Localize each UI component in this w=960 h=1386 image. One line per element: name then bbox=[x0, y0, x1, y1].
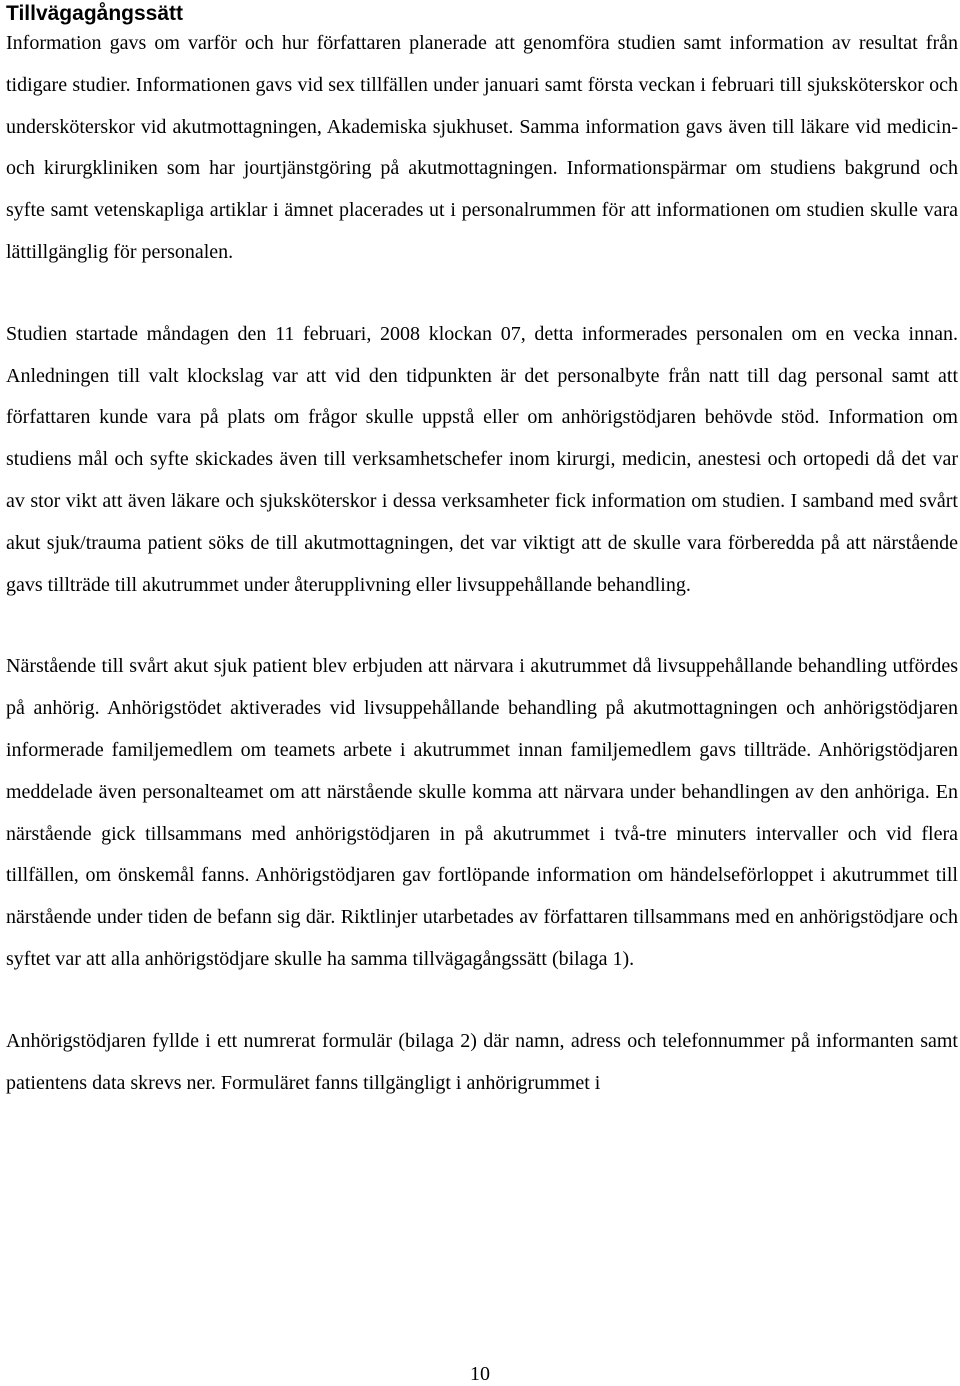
page-number: 10 bbox=[470, 1363, 490, 1385]
document-page bbox=[6, 0, 958, 1104]
paragraph-1: Information gavs om varför och hur författaren planerade att genomföra studien samt information av resultat från tidigare studier. Informationen gavs vid sex tillfällen under januari samt första veckan i februari till sjuksköterskor och undersköterskor vid akutmottagningen, Akademiska sjukhuset. Samma information gavs även till läkare vid medicin- och kirurgkliniken som har jourtjänstgöring på akutmottagningen. Informationspärmar om studiens bakgrund och syfte samt vetenskapliga artiklar i ämnet placerades ut i personalrummen för att informationen om studien skulle vara lättillgänglig för personalen. bbox=[6, 32, 958, 263]
section-heading: Tillvägagångssätt bbox=[6, 2, 184, 25]
paragraph-3: Närstående till svårt akut sjuk patient blev erbjuden att närvara i akutrummet då livsuppehållande behandling utfördes på anhörig. Anhörigstödet aktiverades vid livsuppehållande behandling på akutmottagningen och anhörigstödjaren informerade familjemedlem om teamets arbete i akutrummet innan familjemedlem gavs tillträde. Anhörigstödjaren meddelade även personalteamet om att närstående skulle komma att närvara under behandlingen av den anhöriga. En närstående gick tillsammans med anhörigstödjaren in på akutrummet i två-tre minuters intervaller och vid flera tillfällen, om önskemål fanns. Anhörigstödjaren gav fortlöpande information om händelseförloppet i akutrummet till närstående under tiden de befann sig där. Riktlinjer utarbetades av författaren tillsammans med en anhörigstödjare och syftet var att alla anhörigstödjare skulle ha samma tillvägagångssätt (bilaga 1). bbox=[6, 655, 958, 970]
paragraph-4: Anhörigstödjaren fyllde i ett numrerat formulär (bilaga 2) där namn, adress och telefonnummer på informanten samt patientens data skrevs ner. Formuläret fanns tillgängligt i anhörigrummet i bbox=[6, 1029, 958, 1094]
paragraph-2: Studien startade måndagen den 11 februari, 2008 klockan 07, detta informerades personalen om en vecka innan. Anledningen till valt klockslag var att vid den tidpunkten är det personalbyte från natt till dag personal samt att författaren kunde vara på plats om frågor skulle uppstå eller om anhörigstödjaren behövde stöd. Information om studiens mål och syfte skickades även till verksamhetschefer inom kirurgi, medicin, anestesi och ortopedi då det var av stor vikt att även läkare och sjuksköterskor i dessa verksamheter fick information om studien. I samband med svårt akut sjuk/trauma patient söks de till akutmottagningen, det var viktigt att de skulle vara förberedda på att närstående gavs tillträde till akutrummet under återupplivning eller livsuppehållande behandling. bbox=[6, 322, 958, 596]
